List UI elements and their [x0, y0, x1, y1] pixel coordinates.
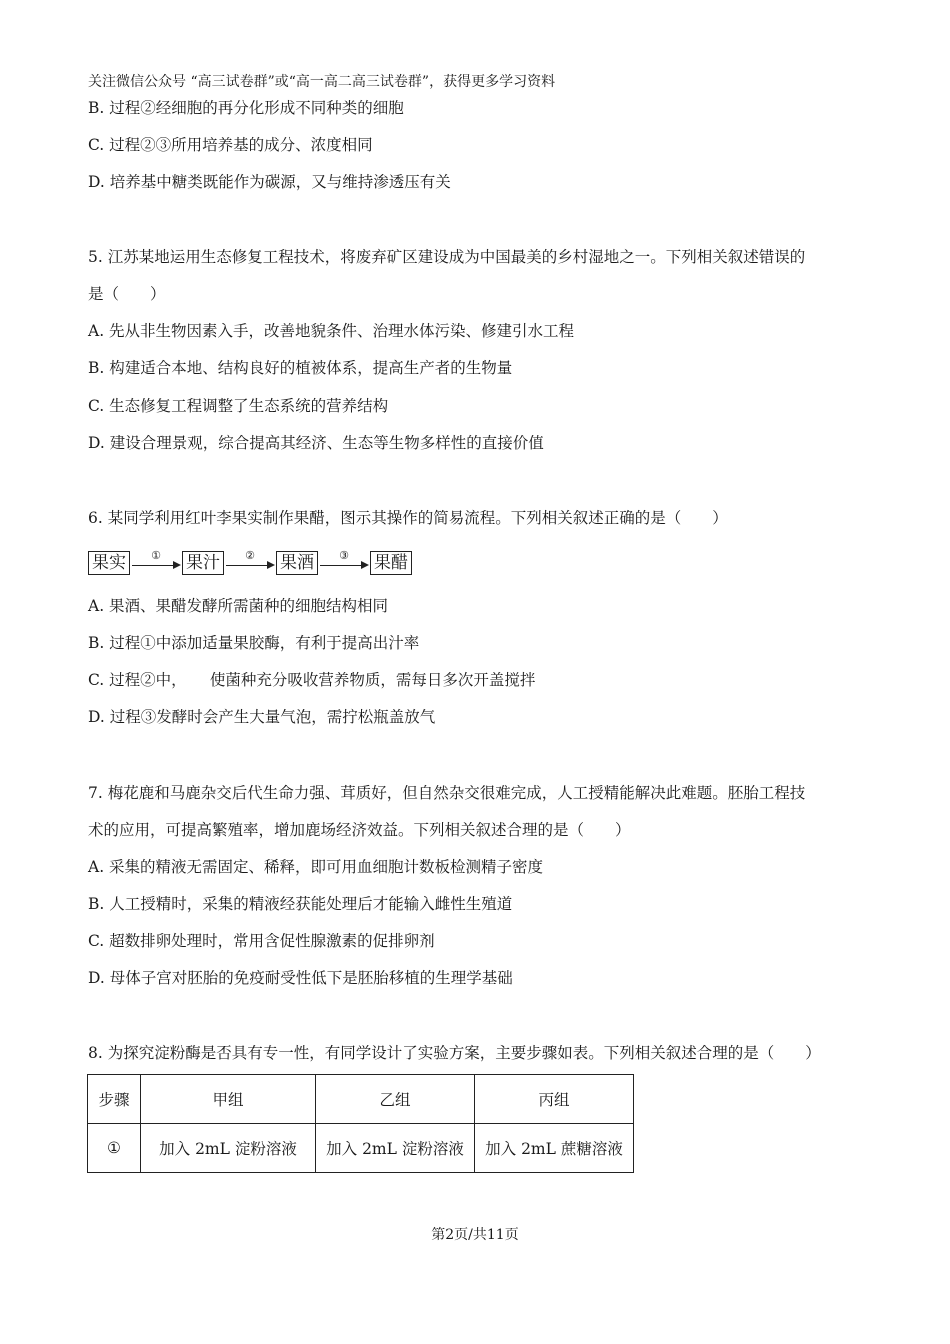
flow-box-vinegar: 果醋: [370, 551, 412, 575]
q5-option-a: A. 先从非生物因素入手，改善地貌条件、治理水体污染、修建引水工程: [88, 322, 575, 340]
q4-option-d: D. 培养基中糖类既能作为碳源，又与维持渗透压有关: [88, 173, 451, 191]
q5-stem-line1: 5. 江苏某地运用生态修复工程技术，将废弃矿区建设成为中国最美的乡村湿地之一。下列相关叙述错误的: [88, 248, 806, 266]
q6-process-flow: [88, 550, 412, 576]
q7-option-b: B. 人工授精时，采集的精液经获能处理后才能输入雌性生殖道: [88, 895, 513, 913]
flow-arrow-step3: [318, 551, 370, 575]
q7-stem-line2: 术的应用，可提高繁殖率，增加鹿场经济效益。下列相关叙述合理的是（ ）: [88, 821, 631, 839]
q7-stem-line1: 7. 梅花鹿和马鹿杂交后代生命力强、茸质好，但自然杂交很难完成，人工授精能解决此难题。胚胎工程技: [88, 784, 806, 802]
table-cell: ①: [88, 1124, 141, 1173]
q8-experiment-table: [87, 1074, 634, 1173]
q6-option-c: C. 过程②中， 使菌种充分吸收营养物质，需每日多次开盖搅拌: [88, 671, 536, 689]
flow-box-juice: 果汁: [182, 551, 224, 575]
table-header-cell: 步骤: [88, 1075, 141, 1124]
q7-option-c: C. 超数排卵处理时，常用含促性腺激素的促排卵剂: [88, 932, 435, 950]
q7-option-a: A. 采集的精液无需固定、稀释，即可用血细胞计数板检测精子密度: [88, 858, 544, 876]
table-row: [88, 1124, 634, 1173]
q4-option-c: C. 过程②③所用培养基的成分、浓度相同: [88, 136, 373, 154]
flow-step-label: ②: [245, 549, 255, 562]
q5-stem-line2: 是（ ）: [88, 285, 166, 303]
table-header-cell: 丙组: [475, 1075, 634, 1124]
q6-option-b: B. 过程①中添加适量果胶酶，有利于提高出汁率: [88, 634, 420, 652]
q5-option-c: C. 生态修复工程调整了生态系统的营养结构: [88, 397, 389, 415]
q5-option-b: B. 构建适合本地、结构良好的植被体系，提高生产者的生物量: [88, 359, 513, 377]
flow-step-label: ①: [151, 549, 161, 562]
q6-option-a: A. 果酒、果醋发酵所需菌种的细胞结构相同: [88, 597, 389, 615]
table-cell: 加入 2mL 淀粉溶液: [316, 1124, 475, 1173]
q5-option-d: D. 建设合理景观，综合提高其经济、生态等生物多样性的直接价值: [88, 434, 544, 452]
q6-stem: 6. 某同学利用红叶李果实制作果醋，图示其操作的简易流程。下列相关叙述正确的是（ ）: [88, 509, 728, 527]
arrow-right-icon: [361, 561, 369, 569]
table-cell: 加入 2mL 蔗糖溶液: [475, 1124, 634, 1173]
arrow-right-icon: [267, 561, 275, 569]
table-header-row: [88, 1075, 634, 1124]
flow-arrow-step1: [130, 551, 182, 575]
q6-option-d: D. 过程③发酵时会产生大量气泡，需拧松瓶盖放气: [88, 708, 436, 726]
q8-stem: 8. 为探究淀粉酶是否具有专一性，有同学设计了实验方案，主要步骤如表。下列相关叙述合理的是（ ）: [88, 1044, 821, 1062]
table-header-cell: 甲组: [141, 1075, 316, 1124]
flow-step-label: ③: [339, 549, 349, 562]
promo-header-note: 关注微信公众号 “高三试卷群”或“高一高二高三试卷群”，获得更多学习资料: [88, 74, 556, 90]
q7-option-d: D. 母体子宫对胚胎的免疫耐受性低下是胚胎移植的生理学基础: [88, 969, 513, 987]
q4-option-b: B. 过程②经细胞的再分化形成不同种类的细胞: [88, 99, 404, 117]
arrow-shaft: [132, 565, 176, 566]
flow-box-fruit: 果实: [88, 551, 130, 575]
page-number: 第2页/共11页: [431, 1227, 519, 1243]
arrow-shaft: [226, 565, 270, 566]
table-header-cell: 乙组: [316, 1075, 475, 1124]
arrow-shaft: [320, 565, 364, 566]
flow-box-wine: 果酒: [276, 551, 318, 575]
arrow-right-icon: [173, 561, 181, 569]
flow-arrow-step2: [224, 551, 276, 575]
table-cell: 加入 2mL 淀粉溶液: [141, 1124, 316, 1173]
